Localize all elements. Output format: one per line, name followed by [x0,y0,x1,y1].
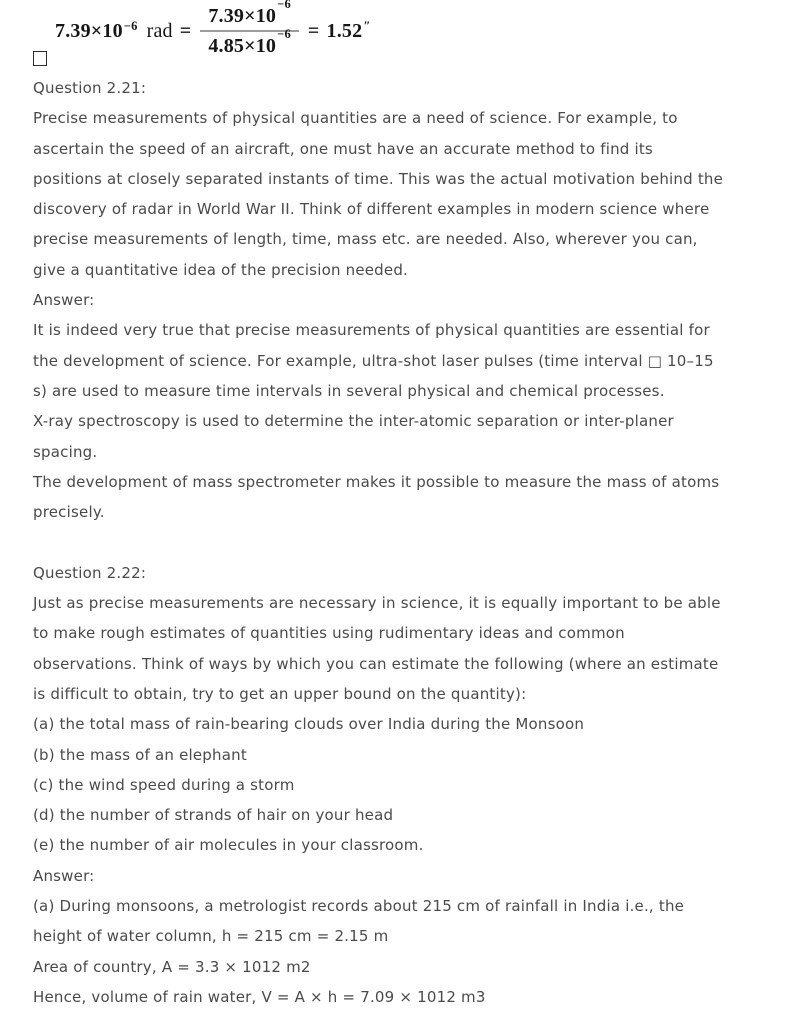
text-line: discovery of radar in World War II. Think of different examples in modern science where [33,200,710,219]
text-line: height of water column, h = 215 cm = 2.15 m [33,927,389,946]
list-item-b: (b) the mass of an elephant [33,745,247,764]
formula-lhs: 7.39×10 −6 rad = [55,19,192,42]
text-line: positions at closely separated instants of time. This was the actual motivation behind the [33,169,724,188]
result-value: 1.52 [326,20,363,42]
text-line: spacing. [33,442,98,461]
text-line: precise measurements of length, time, mass etc. are needed. Also, wherever you can, [33,230,698,249]
blank-line [33,527,798,557]
text-line: (a) During monsoons, a metrologist records about 215 cm of rainfall in India i.e., the [33,897,685,916]
text-line: Precise measurements of physical quantities are a need of science. For example, to [33,109,678,128]
text-line: precisely. [33,503,105,522]
text-line: Area of country, A = 3.3 × 1012 m2 [33,957,311,976]
numerator-exponent: −6 [277,0,291,11]
formula-result: = 1.52 ″ [307,18,371,42]
equals-sign: = [307,20,320,42]
missing-glyph-box [33,51,47,66]
text-line: observations. Think of ways by which you can estimate the following (where an estimate [33,654,719,673]
text-line: s) are used to measure time intervals in several physical and chemical processes. [33,381,665,400]
text-line: Hence, volume of rain water, V = A × h = 7.09 × 1012 m3 [33,987,486,1006]
formula-fraction [200,0,299,58]
text-line: The development of mass spectrometer makes it possible to measure the mass of atoms [33,472,720,491]
numerator-base: 7.39×10 [208,5,277,27]
document-text [33,73,798,1012]
formula-lhs-base: 7.39×10 [55,20,123,42]
text-line: give a quantitative idea of the precision needed. [33,260,409,279]
text-line: to make rough estimates of quantities using rudimentary ideas and common [33,624,625,643]
denominator-exponent: −6 [277,27,291,41]
formula-lhs-unit: rad [146,20,173,42]
answer-heading: Answer: [33,291,95,310]
text-line: the development of science. For example, ultra-shot laser pulses (time interval □ 10–15 [33,351,714,370]
text-line: ascertain the speed of an aircraft, one must have an accurate method to find its [33,139,653,158]
formula-angle-conversion [55,0,371,58]
denominator-base: 4.85×10 [208,35,277,57]
list-item-d: (d) the number of strands of hair on your head [33,806,394,825]
text-line: Just as precise measurements are necessary in science, it is equally important to be able [33,594,721,613]
text-line: It is indeed very true that precise measurements of physical quantities are essential for [33,321,710,340]
text-line: X-ray spectroscopy is used to determine the inter-atomic separation or inter-planer [33,412,674,431]
answer-heading: Answer: [33,866,95,885]
list-item-e: (e) the number of air molecules in your classroom. [33,836,424,855]
text-line: is difficult to obtain, try to get an upper bound on the quantity): [33,684,527,703]
question-2-21-heading: Question 2.21: [33,79,147,97]
fraction-denominator [200,27,299,58]
question-2-22-heading: Question 2.22: [33,563,147,582]
list-item-a: (a) the total mass of rain-bearing clouds over India during the Monsoon [33,715,585,734]
equals-sign: = [179,20,192,42]
list-item-c: (c) the wind speed during a storm [33,775,295,794]
